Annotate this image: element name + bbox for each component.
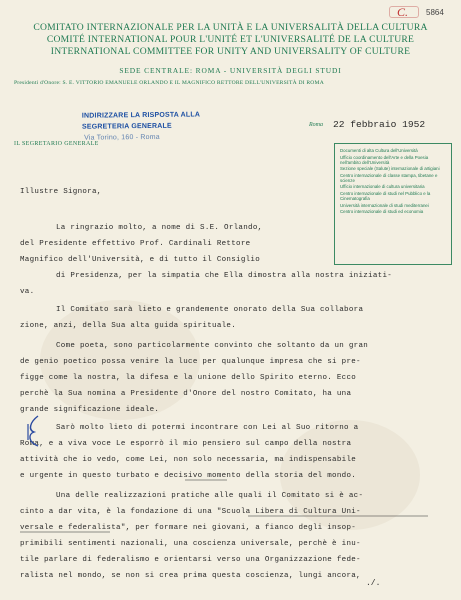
- stamp-line-1: INDIRIZZARE LA RISPOSTA ALLA SEGRETERIA GENERALE: [81, 111, 200, 131]
- sections-item: Centro internazionale di studi ed economia: [340, 209, 424, 215]
- letterhead-line-italian: COMITATO INTERNAZIONALE PER LA UNITÀ E LA UNIVERSALITÀ DELLA CULTURA: [33, 22, 428, 33]
- body-line: Roma, e a viva voce Le esporrò il mio pensiero sul campo della nostra: [20, 440, 352, 448]
- body-line: cinto a dar vita, è la fondazione di una "Scuola Libera di Cultura Uni-: [20, 508, 361, 516]
- segretario-label: IL SEGRETARIO GENERALE: [14, 141, 99, 147]
- body-line: grande significazione ideale.: [20, 406, 160, 414]
- continuation-mark: ./.: [366, 579, 381, 588]
- body-line: ralista nel mondo, se non si crea prima questa coscienza, lungi ancora,: [20, 572, 361, 580]
- reply-address-stamp: [82, 109, 212, 143]
- letterhead-sede: SEDE CENTRALE: ROMA - UNIVERSITÀ DEGLI STUDI: [119, 66, 342, 75]
- body-line: Come poeta, sono particolarmente convinto che soltanto da un gran: [56, 342, 369, 350]
- letterhead-line-english: INTERNATIONAL COMMITTEE FOR UNITY AND UNIVERSALITY OF CULTURE: [50, 46, 411, 57]
- body-line: di Presidenza, per la simpatia che Ella dimostra alla nostra iniziati-: [56, 272, 393, 280]
- body-line: attività che io vedo, come Lei, non solo necessaria, ma indispensabile: [20, 456, 357, 464]
- body-line: La ringrazio molto, a nome di S.E. Orlando,: [56, 224, 263, 232]
- body-line: primibili sentimenti nazionali, una coscienza universale, perchè è inu-: [20, 540, 361, 548]
- body-line: Sarò molto lieto di potermi incontrare con Lei al Suo ritorno a: [56, 424, 359, 432]
- margin-bracket-mark: [22, 414, 44, 448]
- handwritten-mark: C.: [397, 5, 409, 19]
- body-line: de genio poetico possa venire la luce per qualunque impresa che si pre-: [20, 358, 361, 366]
- body-line: Il Comitato sarà lieto e grandemente onorato della Sua collabora: [56, 306, 364, 314]
- letterhead-presidenti: Presidenti d'Onore: S. E. VITTORIO EMANUELE ORLANDO E IL MAGNIFICO RETTORE DELL'UNIVERSITÀ DI ROMA: [14, 80, 324, 86]
- sections-item: Centro internazionale di studi nel Pubblico e la Cinematografia: [340, 190, 431, 202]
- body-line: e urgente in questo turbato e decisivo momento della storia del mondo.: [20, 472, 357, 480]
- sections-item: Documenti di alta Cultura dell'Università: [340, 148, 418, 153]
- dateline-date: 22 febbraio 1952: [333, 119, 426, 130]
- archive-number: 5864: [426, 8, 444, 17]
- body-line: Magnifico dell'Università, e di tutto il Consiglio: [20, 256, 261, 264]
- sections-item: Centro internazionale di classe stampa, tibetane e scienze: [340, 172, 438, 183]
- salutation: Illustre Signora,: [20, 188, 102, 196]
- body-line: va.: [20, 288, 35, 296]
- sections-item: Ufficio internazionale di cultura universitaria: [340, 184, 425, 190]
- body-line: Una delle realizzazioni pratiche alle quali il Comitato si è ac-: [56, 492, 364, 500]
- body-line: tile parlare di federalismo e orientarsi verso una Organizzazione fede-: [20, 556, 361, 564]
- sections-item: Ufficio coordinamento dell'Arte e della Poesia nell'ambito dell'Università: [340, 154, 429, 165]
- dateline-place: Roma: [309, 122, 323, 128]
- sections-item: Università internazionale di studi mediterranei: [340, 202, 429, 208]
- body-line: zione, anzi, della Sua alta guida spirituale.: [20, 322, 237, 330]
- letterhead-line-french: COMITÉ INTERNATIONAL POUR L'UNITÉ ET L'UNIVERSALITÉ DE LA CULTURE: [46, 34, 415, 45]
- sections-item: Sezione speciale (Salute) internazionale di artigiani: [340, 166, 440, 172]
- body-line: figge come la nostra, la difesa e la unione dello Spirito eterno. Ecco: [20, 374, 357, 382]
- body-line: perchè la Sua nomina a Presidente d'Onore del nostro Comitato, ha una: [20, 390, 352, 398]
- body-line: del Presidente effettivo Prof. Cardinali Rettore: [20, 240, 251, 248]
- stamp-line-2: Via Torino, 160 - Roma: [84, 133, 160, 142]
- sections-box: [334, 143, 452, 265]
- body-line: versale e federalista", per formare nei giovani, a fianco degli insop-: [20, 524, 357, 532]
